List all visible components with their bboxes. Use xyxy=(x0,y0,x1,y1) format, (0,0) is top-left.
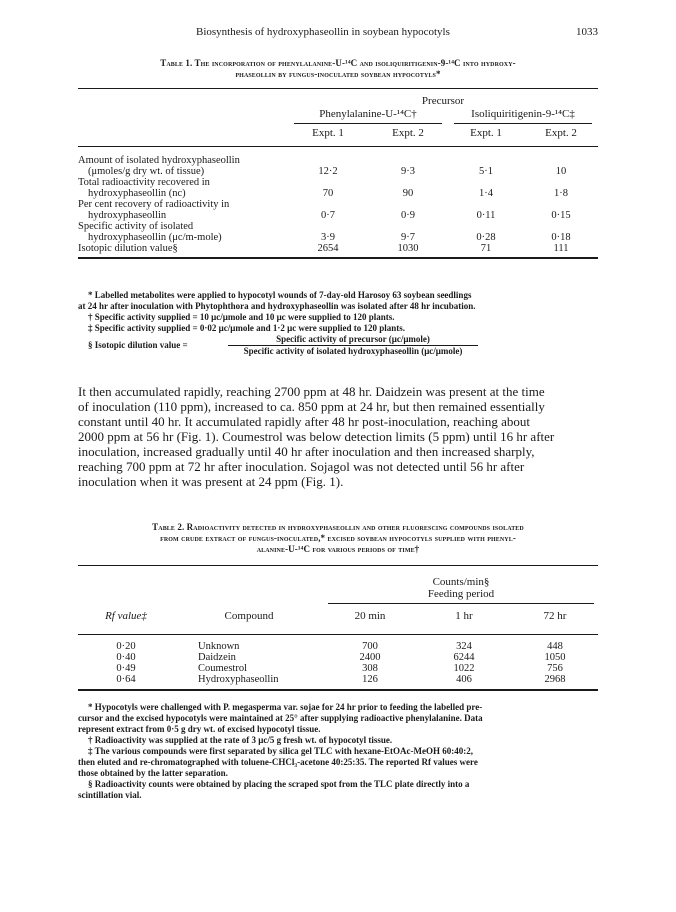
group2-header: Isoliquiritigenin-9-¹⁴C‡ xyxy=(471,108,575,120)
table1-cell xyxy=(448,221,524,232)
table2-row xyxy=(78,641,598,652)
table2-cell: 1050 xyxy=(544,652,566,663)
table1-bottom-rule xyxy=(78,257,598,259)
table1 xyxy=(78,88,598,259)
table1-cell: 0·7 xyxy=(321,210,335,221)
paragraph-line: of inoculation (110 ppm), increased to ca. 850 ppm at 24 hr, but then remained essentially xyxy=(78,399,545,414)
table1-row xyxy=(78,221,598,232)
col-rf: Rf value‡ xyxy=(105,610,147,622)
table1-row-label: hydroxyphaseollin (nc) xyxy=(88,188,186,199)
table2-body xyxy=(78,641,598,685)
table1-cell xyxy=(368,199,448,210)
table1-row xyxy=(78,155,598,166)
table1-row-label: Specific activity of isolated xyxy=(78,221,194,232)
counts-header: Counts/min§ xyxy=(432,576,490,588)
t1-footnote-fraction xyxy=(228,334,478,357)
table1-cell xyxy=(524,155,598,166)
table1-cell xyxy=(368,155,448,166)
table1-cell: 9·7 xyxy=(401,232,415,243)
table1-footnotes xyxy=(78,290,598,358)
t1-col-3: Expt. 1 xyxy=(470,127,502,139)
t1-footnote-section-label: § Isotopic dilution value = xyxy=(88,340,188,350)
table1-row xyxy=(78,199,598,210)
table2-caption xyxy=(78,522,598,555)
table2-top-rule xyxy=(78,565,598,566)
table1-caption-line1: Table 1. The incorporation of phenylalanine-U-¹⁴C and isoliquiritigenin-9-¹⁴C into hydroxy- xyxy=(160,58,516,68)
t1-col-4: Expt. 2 xyxy=(545,127,577,139)
t1-footnote-star-cont: at 24 hr after inoculation with Phytophthora and hydroxyphaseollin was isolated after 48 hr incubation. xyxy=(78,301,476,311)
t1-col-2: Expt. 2 xyxy=(392,127,424,139)
table1-cell xyxy=(288,199,368,210)
table2-cell: 324 xyxy=(456,641,472,652)
paragraph-line: It then accumulated rapidly, reaching 2700 ppm at 48 hr. Daidzein was present at the time xyxy=(78,384,545,399)
table1-cell: 0·18 xyxy=(551,232,571,243)
group1-header: Phenylalanine-U-¹⁴C† xyxy=(319,108,417,120)
table1-cell: 12·2 xyxy=(318,166,338,177)
running-head-title: Biosynthesis of hydroxyphaseollin in soybean hypocotyls xyxy=(196,26,450,38)
table2-rf-cell: 0·20 xyxy=(116,641,136,652)
table1-row xyxy=(78,188,598,199)
table1-row xyxy=(78,210,598,221)
col-20min: 20 min xyxy=(354,610,386,622)
table1-row-label: Amount of isolated hydroxyphaseollin xyxy=(78,155,240,166)
table2-cell: 126 xyxy=(362,674,378,685)
table1-row-label: Total radioactivity recovered in xyxy=(78,177,210,188)
table2 xyxy=(78,565,598,691)
table2-compound-cell: Unknown xyxy=(198,641,240,652)
table1-cell xyxy=(448,177,524,188)
table2-cell: 756 xyxy=(547,663,563,674)
table1-cell: 90 xyxy=(402,188,414,199)
table1-row xyxy=(78,166,598,177)
table1-row-label: Isotopic dilution value§ xyxy=(78,243,178,254)
table1-row xyxy=(78,232,598,243)
t1-fraction-numerator: Specific activity of precursor (μc/μmole) xyxy=(276,334,430,344)
table1-cell: 0·15 xyxy=(551,210,571,221)
table1-caption xyxy=(78,58,598,80)
table2-header-rule xyxy=(78,634,598,635)
table2-cell: 1022 xyxy=(453,663,475,674)
table2-cell: 406 xyxy=(456,674,472,685)
table1-cell: 0·28 xyxy=(476,232,496,243)
table1-cell xyxy=(288,155,368,166)
table2-bottom-rule xyxy=(78,689,598,691)
table2-compound-cell: Daidzein xyxy=(198,652,236,663)
table1-cell xyxy=(524,199,598,210)
t1-footnote-section xyxy=(78,334,598,358)
table1-cell: 2654 xyxy=(317,243,339,254)
t1-footnote-ddagger: ‡ Specific activity supplied = 0·02 μc/μmole and 1·2 μc were supplied to 120 plants. xyxy=(88,323,406,333)
table2-compound-cell: Coumestrol xyxy=(198,663,247,674)
col-1hr: 1 hr xyxy=(455,610,473,622)
feeding-header: Feeding period xyxy=(427,588,495,600)
table1-row xyxy=(78,177,598,188)
table2-footnote-line: those obtained by the latter separation. xyxy=(78,768,228,778)
table2-compound-cell: Hydroxyphaseollin xyxy=(198,674,279,685)
table2-caption-line3: alanine-U-¹⁴C for various periods of time† xyxy=(256,544,420,554)
table1-caption-line2: phaseollin by fungus-inoculated soybean hypocotyls* xyxy=(235,69,441,79)
table1-cell: 1030 xyxy=(397,243,419,254)
table2-rf-cell: 0·49 xyxy=(116,663,136,674)
col-compound: Compound xyxy=(224,610,274,622)
table1-cell: 71 xyxy=(480,243,492,254)
table1-cell xyxy=(448,155,524,166)
table1-row-label: Per cent recovery of radioactivity in xyxy=(78,199,230,210)
table1-cell xyxy=(524,177,598,188)
table1-cell: 5·1 xyxy=(479,166,493,177)
table1-top-rule xyxy=(78,88,598,89)
table2-row xyxy=(78,652,598,663)
table2-cell: 448 xyxy=(547,641,563,652)
table2-footnote-line: † Radioactivity was supplied at the rate of 3 μc/5 g fresh wt. of hypocotyl tissue. xyxy=(88,735,393,745)
table1-body xyxy=(78,155,598,254)
table2-cell: 2400 xyxy=(359,652,381,663)
table1-cell xyxy=(288,177,368,188)
table1-row-label: (μmoles/g dry wt. of tissue) xyxy=(88,166,205,177)
table2-cell: 6244 xyxy=(453,652,475,663)
t1-fraction-denominator: Specific activity of isolated hydroxyphaseollin (μc/μmole) xyxy=(243,346,463,356)
table2-footnote-line: represent extract from 0·5 g dry wt. of excised hypocotyl tissue. xyxy=(78,724,321,734)
table2-header xyxy=(78,576,598,628)
table1-cell xyxy=(368,221,448,232)
table2-footnote-line: * Hypocotyls were challenged with P. megasperma var. sojae for 24 hr prior to feeding the labelled pre- xyxy=(88,702,483,712)
table1-cell: 1·4 xyxy=(479,188,493,199)
col-72hr: 72 hr xyxy=(543,610,567,622)
paragraph-line: reaching 700 ppm at 72 hr after inoculation. Sojagol was not detected until 56 hr after xyxy=(78,459,525,474)
table2-footnote-line: scintillation vial. xyxy=(78,790,142,800)
paragraph-line: 2000 ppm at 56 hr (Fig. 1). Coumestrol was below detection limits (5 ppm) until 16 hr after xyxy=(78,429,555,444)
page-number: 1033 xyxy=(576,26,598,38)
table2-footnote-line: ‡ The various compounds were first separated by silica gel TLC with hexane-EtOAc-MeOH 60:40:2, xyxy=(88,746,473,756)
table1-row xyxy=(78,243,598,254)
table1-cell: 0·11 xyxy=(476,210,496,221)
t1-footnote-star: * Labelled metabolites were applied to hypocotyl wounds of 7-day-old Harosoy 63 soybean seedlings xyxy=(88,290,472,300)
table1-row-label: hydroxyphaseollin (μc/m-mole) xyxy=(88,232,222,243)
table2-row xyxy=(78,674,598,685)
table2-footnotes xyxy=(78,702,598,801)
precursor-header: Precursor xyxy=(421,95,465,107)
table2-caption-line1: Table 2. Radioactivity detected in hydroxyphaseollin and other fluorescing compounds isolated xyxy=(152,522,524,532)
table2-row xyxy=(78,663,598,674)
table1-cell xyxy=(288,221,368,232)
table2-caption-line2: from crude extract of fungus-inoculated,* excised soybean hypocotyls supplied with phenyl- xyxy=(160,533,516,543)
t1-footnote-dagger: † Specific activity supplied = 10 μc/μmole and 10 μc were supplied to 120 plants. xyxy=(88,312,395,322)
table2-cell: 2968 xyxy=(544,674,566,685)
table1-header-rule xyxy=(78,146,598,147)
table1-cell: 0·9 xyxy=(401,210,415,221)
t1-col-1: Expt. 1 xyxy=(312,127,344,139)
paragraph-line: inoculation, increased gradually until 40 hr after inoculation and then increased sharply, xyxy=(78,444,535,459)
table1-cell xyxy=(524,221,598,232)
table1-cell: 3·9 xyxy=(321,232,335,243)
table1-cell: 70 xyxy=(322,188,334,199)
table1-cell: 111 xyxy=(553,243,569,254)
table1-cell: 10 xyxy=(555,166,567,177)
table2-footnote-line: then eluted and re-chromatographed with toluene-CHCl₃-acetone 40:25:35. The reported Rf values were xyxy=(78,757,478,767)
paragraph-line: constant until 40 hr. It accumulated rapidly after 48 hr post-inoculation, reaching about xyxy=(78,414,530,429)
table1-cell xyxy=(368,177,448,188)
table2-cell: 700 xyxy=(362,641,378,652)
table1-cell xyxy=(448,199,524,210)
paragraph-line: inoculation when it was present at 24 ppm (Fig. 1). xyxy=(78,474,344,489)
table2-rf-cell: 0·40 xyxy=(116,652,136,663)
table2-rf-cell: 0·64 xyxy=(116,674,136,685)
table2-footnote-line: cursor and the excised hypocotyls were maintained at 25° after supplying radioactive phenylalanine. Data xyxy=(78,713,483,723)
table1-cell: 9·3 xyxy=(401,166,415,177)
table1-grid xyxy=(78,95,598,142)
table2-footnote-line: § Radioactivity counts were obtained by placing the scraped spot from the TLC plate directly into a xyxy=(88,779,470,789)
table1-cell: 1·8 xyxy=(554,188,568,199)
table2-cell: 308 xyxy=(362,663,378,674)
body-paragraph xyxy=(78,384,598,489)
table1-row-label: hydroxyphaseollin xyxy=(88,210,167,221)
